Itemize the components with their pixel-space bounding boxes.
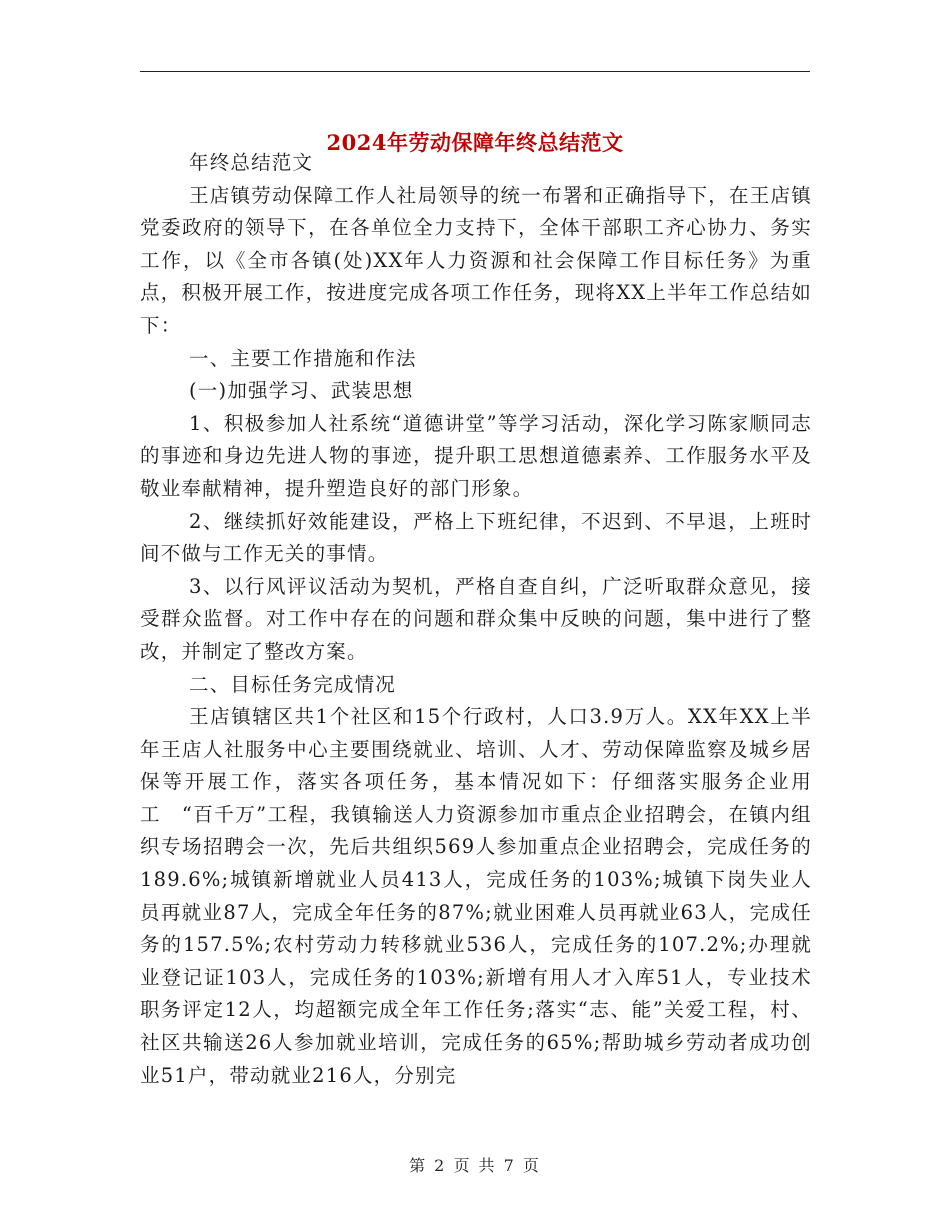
paragraph-item-1: 1、积极参加人社系统“道德讲堂”等学习活动，深化学习陈家顺同志的事迹和身边先进人物的事迹，提升职工思想道德素养、工作服务水平及敬业奉献精神，提升塑造良好的部门形象。 [140,411,812,500]
paragraph-intro: 王店镇劳动保障工作人社局领导的统一布署和正确指导下，在王店镇党委政府的领导下，在各单位全力支持下，全体干部职工齐心协力、务实工作，以《全市各镇(处)XX年人力资源和社会保障工作目标任务》为重点，积极开展工作，按进度完成各项工作任务，现将XX上半年工作总结如下： [140,183,812,337]
section-heading-2: 二、目标任务完成情况 [189,672,397,696]
page-number: 第 2 页 共 7 页 [409,1156,541,1175]
document-title: 2024年劳动保障年终总结范文 [326,130,624,156]
paragraph-item-3: 3、以行风评议活动为契机，严格自查自纠，广泛听取群众意见，接受群众监督。对工作中存在的问题和群众集中反映的问题，集中进行了整改，并制定了整改方案。 [140,574,812,663]
section-heading-1: 一、主要工作措施和作法 [189,346,417,370]
paragraph-subtitle: 年终总结范文 [189,151,314,174]
subsection-heading-1: (一)加强学习、武装思想 [189,379,414,403]
document-body [140,147,812,1092]
paragraph-item-2: 2、继续抓好效能建设，严格上下班纪律，不迟到、不早退，上班时间不做与工作无关的事情。 [140,509,812,566]
header-rule [140,71,810,72]
paragraph-task-summary: 王店镇辖区共1个社区和15个行政村，人口3.9万人。XX年XX上半年王店人社服务中心主要围绕就业、培训、人才、劳动保障监察及城乡居保等开展工作，落实各项任务，基本情况如下：仔细落实服务企业用工 “百千万”工程，我镇输送人力资源参加市重点企业招聘会，在镇内组织专场招聘会一次，先后共组织569人参加重点企业招聘会，完成任务的189.6%;城镇新增就业人员413人，完成任务的103%;城镇下岗失业人员再就业87人，完成全年任务的87%;就业困难人员再就业63人，完成任务的157.5%;农村劳动力转移就业536人，完成任务的107.2%;办理就业登记证103人，完成任务的103%;新增有用人才入库51人，专业技术职务评定12人，均超额完成全年工作任务;落实“志、能”关爱工程，村、社区共输送26人参加就业培训，完成任务的65%;帮助城乡劳动者成功创业51户，带动就业216人，分别完 [140,705,812,1087]
